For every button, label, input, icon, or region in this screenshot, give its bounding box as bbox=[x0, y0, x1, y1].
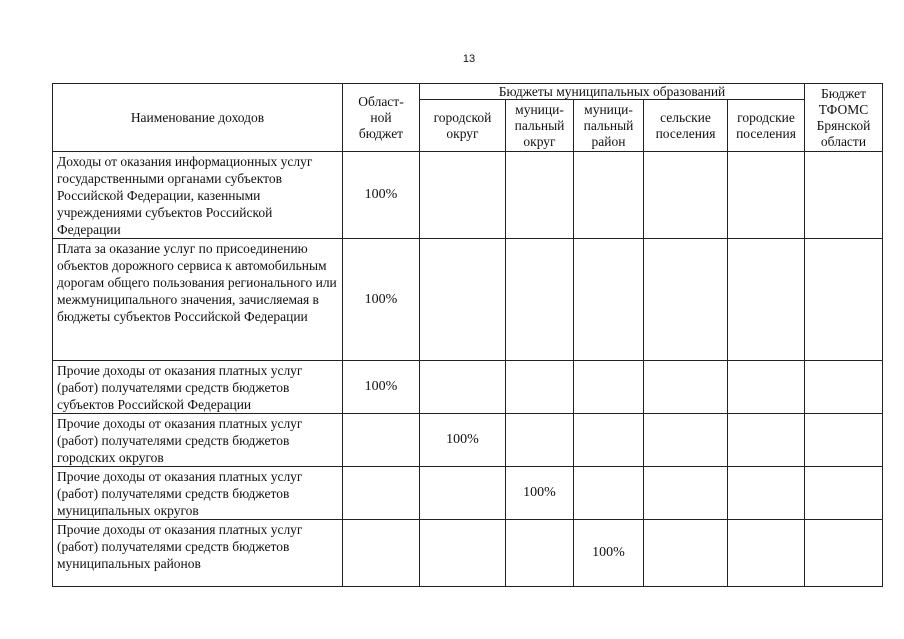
share-cell bbox=[574, 239, 644, 361]
revenue-distribution-table bbox=[52, 83, 883, 587]
header-tfoms-budget: Бюджет ТФОМС Брянской области bbox=[805, 84, 883, 152]
share-cell bbox=[805, 414, 883, 467]
share-cell bbox=[343, 414, 420, 467]
share-cell bbox=[506, 361, 574, 414]
table-row bbox=[53, 414, 883, 467]
share-cell: 100% bbox=[343, 361, 420, 414]
share-cell bbox=[343, 467, 420, 520]
header-municipal-district: муници- пальный округ bbox=[506, 100, 574, 152]
share-cell bbox=[805, 467, 883, 520]
share-cell bbox=[728, 467, 805, 520]
share-cell: 100% bbox=[343, 152, 420, 239]
share-cell bbox=[644, 152, 728, 239]
header-city-district: городской округ bbox=[420, 100, 506, 152]
share-cell: 100% bbox=[574, 520, 644, 587]
share-cell bbox=[644, 239, 728, 361]
share-cell bbox=[574, 467, 644, 520]
share-cell bbox=[805, 361, 883, 414]
income-name: Прочие доходы от оказания платных услуг (работ) получателями средств бюджетов муниципальных округов bbox=[53, 467, 343, 520]
share-cell bbox=[574, 361, 644, 414]
header-regional-budget: Област- ной бюджет bbox=[343, 84, 420, 152]
share-cell bbox=[728, 414, 805, 467]
share-cell bbox=[343, 520, 420, 587]
share-cell bbox=[805, 520, 883, 587]
share-cell bbox=[805, 152, 883, 239]
share-cell bbox=[728, 152, 805, 239]
share-cell bbox=[574, 414, 644, 467]
share-cell: 100% bbox=[343, 239, 420, 361]
share-cell bbox=[644, 520, 728, 587]
share-cell bbox=[728, 520, 805, 587]
share-cell bbox=[728, 239, 805, 361]
share-cell bbox=[506, 520, 574, 587]
share-cell bbox=[420, 520, 506, 587]
table-row bbox=[53, 152, 883, 239]
share-cell bbox=[506, 152, 574, 239]
income-name: Плата за оказание услуг по присоединению объектов дорожного сервиса к автомобильным дорогам общего пользования регионального или межмуниципального значения, зачисляемая в бюджеты субъектов Российской Федерации bbox=[53, 239, 343, 361]
header-municipal-budgets: Бюджеты муниципальных образований bbox=[420, 84, 805, 100]
income-name: Прочие доходы от оказания платных услуг (работ) получателями средств бюджетов городских округов bbox=[53, 414, 343, 467]
page-number: 13 bbox=[462, 53, 476, 65]
share-cell bbox=[644, 467, 728, 520]
share-cell: 100% bbox=[420, 414, 506, 467]
header-income-name: Наименование доходов bbox=[53, 84, 343, 152]
table-row bbox=[53, 467, 883, 520]
header-urban-settlements: городские поселения bbox=[728, 100, 805, 152]
income-name: Прочие доходы от оказания платных услуг (работ) получателями средств бюджетов субъектов Российской Федерации bbox=[53, 361, 343, 414]
income-name: Доходы от оказания информационных услуг государственными органами субъектов Российской Федерации, казенными учреждениями субъектов Российской Федерации bbox=[53, 152, 343, 239]
share-cell bbox=[420, 361, 506, 414]
income-name: Прочие доходы от оказания платных услуг (работ) получателями средств бюджетов муниципальных районов bbox=[53, 520, 343, 587]
table-row bbox=[53, 520, 883, 587]
share-cell: 100% bbox=[506, 467, 574, 520]
share-cell bbox=[420, 239, 506, 361]
share-cell bbox=[805, 239, 883, 361]
share-cell bbox=[644, 361, 728, 414]
header-rural-settlements: сельские поселения bbox=[644, 100, 728, 152]
share-cell bbox=[644, 414, 728, 467]
table-row bbox=[53, 361, 883, 414]
header-municipal-area: муници- пальный район bbox=[574, 100, 644, 152]
table-row bbox=[53, 239, 883, 361]
share-cell bbox=[420, 467, 506, 520]
share-cell bbox=[506, 414, 574, 467]
share-cell bbox=[420, 152, 506, 239]
share-cell bbox=[728, 361, 805, 414]
share-cell bbox=[506, 239, 574, 361]
share-cell bbox=[574, 152, 644, 239]
